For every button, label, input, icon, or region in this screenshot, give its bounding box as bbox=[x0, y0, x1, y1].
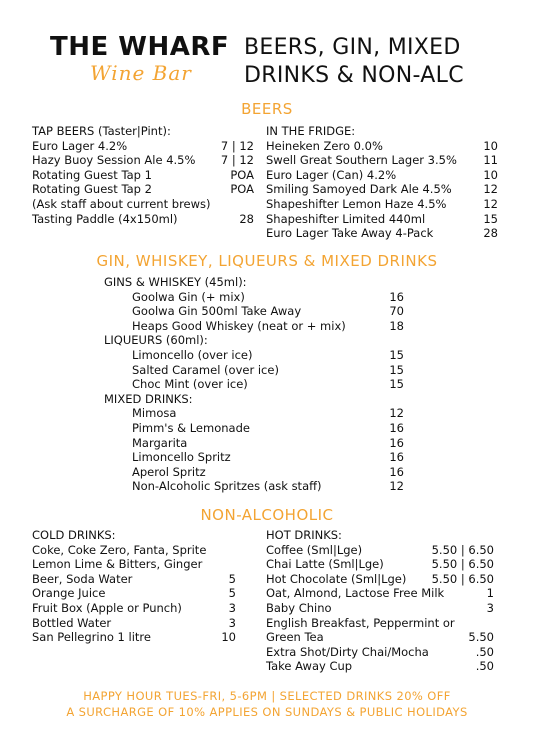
menu-item-price: 7 | 12 bbox=[220, 138, 254, 153]
mixed-heading: MIXED DRINKS: bbox=[104, 391, 193, 406]
menu-item bbox=[32, 168, 254, 183]
menu-item-price: 12 bbox=[389, 406, 404, 421]
menu-item bbox=[32, 557, 236, 572]
hot-drinks-heading: HOT DRINKS: bbox=[266, 528, 342, 542]
logo bbox=[50, 32, 240, 85]
menu-item-price: 16 bbox=[389, 420, 404, 435]
menu-item-name: Limoncello Spritz bbox=[132, 450, 231, 465]
menu-item-name: Margarita bbox=[132, 435, 188, 450]
menu-item bbox=[104, 450, 404, 465]
menu-item bbox=[266, 226, 498, 241]
menu-item-name: Hot Chocolate (Sml|Lge) bbox=[266, 571, 407, 586]
menu-item-price: 16 bbox=[389, 435, 404, 450]
menu-item bbox=[266, 197, 498, 212]
menu-item-price: 12 bbox=[389, 479, 404, 494]
menu-item bbox=[104, 363, 404, 378]
menu-item-name: Rotating Guest Tap 2 bbox=[32, 182, 152, 197]
menu-item-name: Take Away Cup bbox=[266, 659, 353, 674]
menu-item-price: 12 bbox=[483, 182, 498, 197]
menu-item bbox=[32, 139, 254, 154]
footer bbox=[0, 688, 534, 720]
menu-item-name: Coffee (Sml|Lge) bbox=[266, 542, 363, 557]
cold-drinks-list bbox=[32, 528, 236, 645]
menu-item bbox=[104, 304, 404, 319]
menu-item-name: Aperol Spritz bbox=[132, 464, 206, 479]
page-title-line-2: DRINKS & NON-ALC bbox=[244, 63, 464, 88]
menu-item-price: 5.50 | 6.50 bbox=[431, 542, 494, 557]
menu-item bbox=[266, 659, 494, 674]
menu-item-price: 7 | 12 bbox=[220, 153, 254, 168]
menu-item-name: Swell Great Southern Lager 3.5% bbox=[266, 153, 457, 168]
menu-item bbox=[266, 153, 498, 168]
menu-item-price: 5 bbox=[228, 586, 236, 601]
menu-item-name: Smiling Samoyed Dark Ale 4.5% bbox=[266, 182, 452, 197]
menu-item-price: 16 bbox=[389, 464, 404, 479]
menu-item bbox=[104, 421, 404, 436]
menu-item bbox=[104, 348, 404, 363]
section-heading-nonalc: NON-ALCOHOLIC bbox=[200, 506, 334, 524]
menu-item bbox=[266, 630, 494, 645]
menu-item-price: 12 bbox=[483, 196, 498, 211]
menu-item-name: Shapeshifter Lemon Haze 4.5% bbox=[266, 196, 447, 211]
menu-item-name: (Ask staff about current brews) bbox=[32, 196, 211, 211]
menu-item-name: Extra Shot/Dirty Chai/Mocha bbox=[266, 644, 429, 659]
menu-item bbox=[104, 436, 404, 451]
menu-item-price: 15 bbox=[389, 377, 404, 392]
menu-item bbox=[266, 182, 498, 197]
menu-item-price: 70 bbox=[389, 304, 404, 319]
menu-item bbox=[32, 182, 254, 197]
menu-item-name: Beer, Soda Water bbox=[32, 571, 133, 586]
fridge-heading: IN THE FRIDGE: bbox=[266, 124, 356, 138]
menu-item-price: 10 bbox=[221, 630, 236, 645]
menu-item-name: Mimosa bbox=[132, 406, 177, 421]
page-title bbox=[244, 34, 524, 90]
menu-item-name: Heineken Zero 0.0% bbox=[266, 138, 383, 153]
menu-item bbox=[266, 212, 498, 227]
menu-item-name: Green Tea bbox=[266, 630, 324, 645]
page-title-line-1: BEERS, GIN, MIXED bbox=[244, 35, 461, 60]
menu-item bbox=[104, 406, 404, 421]
menu-item bbox=[32, 212, 254, 227]
menu-item-name: Tasting Paddle (4x150ml) bbox=[32, 211, 178, 226]
menu-item-price: 18 bbox=[389, 318, 404, 333]
menu-item-name: San Pellegrino 1 litre bbox=[32, 630, 151, 645]
menu-item-price: 3 bbox=[228, 600, 236, 615]
menu-item-price: 10 bbox=[483, 138, 498, 153]
menu-item bbox=[104, 465, 404, 480]
menu-item bbox=[104, 319, 404, 334]
menu-item-price: 15 bbox=[483, 211, 498, 226]
footer-surcharge: A SURCHARGE OF 10% APPLIES ON SUNDAYS & PUBLIC HOLIDAYS bbox=[66, 705, 468, 719]
tap-beers-heading: TAP BEERS (Taster|Pint): bbox=[32, 124, 171, 138]
menu-item-price: 10 bbox=[483, 167, 498, 182]
menu-item bbox=[32, 572, 236, 587]
menu-item-name: English Breakfast, Peppermint or bbox=[266, 615, 455, 630]
hot-drinks-list bbox=[266, 528, 494, 674]
menu-item-price: .50 bbox=[475, 644, 494, 659]
menu-item bbox=[32, 153, 254, 168]
menu-item-price: 1 bbox=[486, 586, 494, 601]
menu-item-price: 5.50 | 6.50 bbox=[431, 571, 494, 586]
menu-item-price: 11 bbox=[483, 153, 498, 168]
menu-item-price: 5.50 bbox=[468, 630, 494, 645]
menu-item-name: Salted Caramel (over ice) bbox=[132, 362, 279, 377]
menu-item-name: Orange Juice bbox=[32, 586, 106, 601]
menu-item bbox=[266, 586, 494, 601]
menu-item-price: 3 bbox=[486, 600, 494, 615]
menu-item bbox=[266, 168, 498, 183]
menu-item bbox=[32, 601, 236, 616]
menu-item bbox=[266, 572, 494, 587]
menu-item-price: .50 bbox=[475, 659, 494, 674]
menu-item bbox=[32, 630, 236, 645]
menu-item-price: 3 bbox=[228, 615, 236, 630]
menu-item-name: Hazy Buoy Session Ale 4.5% bbox=[32, 153, 196, 168]
menu-item-name: Baby Chino bbox=[266, 600, 332, 615]
menu-item-name: Goolwa Gin 500ml Take Away bbox=[132, 304, 302, 319]
logo-subtitle: Wine Bar bbox=[90, 61, 192, 85]
menu-item-price: 16 bbox=[389, 450, 404, 465]
menu-item-name: Euro Lager Take Away 4-Pack bbox=[266, 226, 434, 241]
menu-item bbox=[266, 616, 494, 631]
tap-beers-list bbox=[32, 124, 254, 226]
menu-item-price: 5.50 | 6.50 bbox=[431, 557, 494, 572]
menu-item-name: Pimm's & Lemonade bbox=[132, 420, 250, 435]
fridge-beers-list bbox=[266, 124, 498, 241]
menu-item-price: 15 bbox=[389, 347, 404, 362]
menu-item-name: Oat, Almond, Lactose Free Milk bbox=[266, 586, 445, 601]
menu-item-name: Choc Mint (over ice) bbox=[132, 377, 248, 392]
menu-item-name: Euro Lager (Can) 4.2% bbox=[266, 167, 397, 182]
menu-item-price: POA bbox=[230, 167, 254, 182]
menu-item-name: Fruit Box (Apple or Punch) bbox=[32, 600, 182, 615]
menu-item-price: 28 bbox=[483, 226, 498, 241]
menu-item-name: Euro Lager 4.2% bbox=[32, 138, 128, 153]
menu-item-name: Lemon Lime & Bitters, Ginger bbox=[32, 557, 203, 572]
footer-happy-hour: HAPPY HOUR TUES-FRI, 5-6PM | SELECTED DRINKS 20% OFF bbox=[83, 689, 451, 703]
menu-item-name: Goolwa Gin (+ mix) bbox=[132, 289, 245, 304]
menu-item bbox=[266, 139, 498, 154]
menu-item bbox=[32, 197, 254, 212]
menu-item-name: Non-Alcoholic Spritzes (ask staff) bbox=[132, 479, 322, 494]
menu-item-price: 16 bbox=[389, 289, 404, 304]
menu-item-name: Heaps Good Whiskey (neat or + mix) bbox=[132, 318, 346, 333]
menu-item-name: Bottled Water bbox=[32, 615, 112, 630]
logo-title: THE WHARF bbox=[50, 32, 230, 62]
menu-item-price: 28 bbox=[239, 211, 254, 226]
gins-heading: GINS & WHISKEY (45ml): bbox=[104, 275, 247, 289]
menu-item-price: 5 bbox=[228, 571, 236, 586]
menu-item bbox=[266, 645, 494, 660]
menu-item-name: Shapeshifter Limited 440ml bbox=[266, 211, 426, 226]
menu-item bbox=[32, 543, 236, 558]
gin-list bbox=[104, 275, 404, 494]
menu-item bbox=[104, 290, 404, 305]
menu-item-price: 15 bbox=[389, 362, 404, 377]
menu-item-name: Rotating Guest Tap 1 bbox=[32, 167, 152, 182]
section-heading-beers: BEERS bbox=[241, 100, 293, 118]
menu-item bbox=[266, 601, 494, 616]
menu-item-name: Coke, Coke Zero, Fanta, Sprite bbox=[32, 542, 207, 557]
menu-item bbox=[266, 557, 494, 572]
menu-item bbox=[32, 616, 236, 631]
menu-item-name: Chai Latte (Sml|Lge) bbox=[266, 557, 384, 572]
liqueurs-heading: LIQUEURS (60ml): bbox=[104, 333, 208, 348]
menu-item bbox=[32, 586, 236, 601]
cold-drinks-heading: COLD DRINKS: bbox=[32, 528, 116, 542]
menu-item bbox=[266, 543, 494, 558]
menu-item-name: Limoncello (over ice) bbox=[132, 347, 253, 362]
menu-item bbox=[104, 377, 404, 392]
menu-item bbox=[104, 479, 404, 494]
menu-item-price: POA bbox=[230, 182, 254, 197]
section-heading-gin: GIN, WHISKEY, LIQUEURS & MIXED DRINKS bbox=[96, 252, 438, 270]
